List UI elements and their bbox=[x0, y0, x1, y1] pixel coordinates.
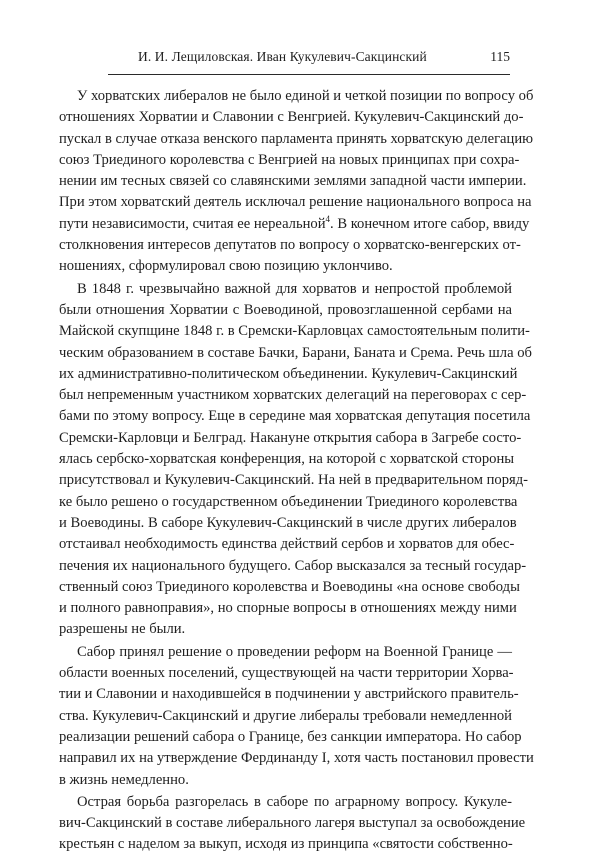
text-line: нении им тесных связей со славянскими землями западной части империи. bbox=[59, 173, 527, 190]
text-line: Сабор принял решение о проведении реформ на Военной Границе — bbox=[77, 643, 512, 660]
text-line: Майской скупщине 1848 г. в Сремски-Карловцах самостоятельным полити- bbox=[59, 323, 530, 340]
text-line: их административно-политическом объединении. Кукулевич-Сакцинский bbox=[59, 365, 518, 382]
page-number: 115 bbox=[490, 49, 510, 64]
paragraph-3 bbox=[59, 642, 534, 791]
text-line: бами по этому вопросу. Еще в середине мая хорватская депутация посетила bbox=[59, 408, 531, 425]
text-body bbox=[59, 86, 534, 856]
text-line: При этом хорватский деятель исключал решение национального вопроса на bbox=[59, 194, 532, 211]
text-line: ственный союз Триединого королевства и Воеводины «на основе свободы bbox=[59, 578, 520, 595]
text-line: и полного равноправия», но спорные вопросы в отношениях между ними bbox=[59, 600, 517, 617]
text-line: тии и Славонии и находившейся в подчинении у австрийского правитель- bbox=[59, 686, 519, 703]
text-line: были отношения Хорватии с Воеводиной, провозглашенной сербами на bbox=[59, 301, 512, 318]
text-line: реализации решений сабора о Границе, без санкции императора. Но сабор bbox=[59, 728, 522, 745]
text-line: ческим образованием в составе Бачки, Барани, Баната и Срема. Речь шла об bbox=[59, 344, 532, 361]
text-line: ства. Кукулевич-Сакцинский и другие либералы требовали немедленной bbox=[59, 707, 512, 724]
text-line: в жизнь немедленно. bbox=[59, 771, 189, 788]
text-line: отстаивал необходимость единства действий сербов и хорватов для обес- bbox=[59, 536, 515, 553]
text-line: Сремски-Карловци и Белград. Накануне открытия сабора в Загребе состо- bbox=[59, 429, 522, 446]
text-line: направил их на утверждение Фердинанду I, хотя часть постановил провести bbox=[59, 750, 534, 767]
text-line: вич-Сакцинский в составе либерального лагеря выступал за освобождение bbox=[59, 815, 526, 832]
text-segment: пути независимости, считая ее нереальной bbox=[59, 215, 326, 232]
text-line: Острая борьба разгорелась в саборе по аграрному вопросу. Кукуле- bbox=[77, 793, 512, 810]
text-line: ношениях, сформулировал свою позицию уклончиво. bbox=[59, 258, 393, 275]
text-line-with-footnote bbox=[59, 213, 530, 235]
text-line: был непременным участником хорватских делегаций на переговорах с сер- bbox=[59, 387, 527, 404]
text-line: печения их национального будущего. Сабор высказался за тесный государ- bbox=[59, 557, 527, 574]
text-line: союз Триединого королевства с Венгрией на новых принципах при сохра- bbox=[59, 151, 520, 168]
text-line: крестьян с наделом за выкуп, исходя из принципа «святости собственно- bbox=[59, 836, 513, 853]
text-line: ке было решено о государственном объединении Триединого королевства bbox=[59, 493, 518, 510]
running-head: И. И. Лещиловская. Иван Кукулевич-Сакцинский bbox=[138, 49, 427, 64]
page-header bbox=[108, 45, 510, 75]
text-line: присутствовал и Кукулевич-Сакцинский. На ней в предварительном поряд- bbox=[59, 472, 528, 489]
footnote-reference[interactable]: 4 bbox=[325, 213, 331, 224]
text-line: и Воеводины. В саборе Кукулевич-Сакцинский в числе других либералов bbox=[59, 514, 517, 531]
text-line: ялась сербско-хорватская конференция, на которой с хорватской стороны bbox=[59, 451, 515, 468]
text-segment: . В конечном итоге сабор, ввиду bbox=[330, 215, 530, 232]
text-line: У хорватских либералов не было единой и четкой позиции по вопросу об bbox=[77, 88, 534, 104]
text-line: области военных поселений, существующей на части территории Хорва- bbox=[59, 665, 514, 682]
text-line: столкновения интересов депутатов по вопросу о хорватско-венгерских от- bbox=[59, 237, 521, 254]
text-line: отношениях Хорватии и Славонии с Венгрией. Кукулевич-Сакцинский до- bbox=[59, 109, 524, 126]
paragraph-1 bbox=[59, 86, 534, 278]
text-line: В 1848 г. чрезвычайно важной для хорватов и непростой проблемой bbox=[77, 280, 512, 297]
text-line: пускал в случае отказа венского парламента принять хорватскую делегацию bbox=[59, 130, 534, 147]
paragraph-2 bbox=[59, 279, 532, 641]
text-line: разрешены не были. bbox=[59, 621, 186, 638]
paragraph-4 bbox=[59, 792, 526, 856]
